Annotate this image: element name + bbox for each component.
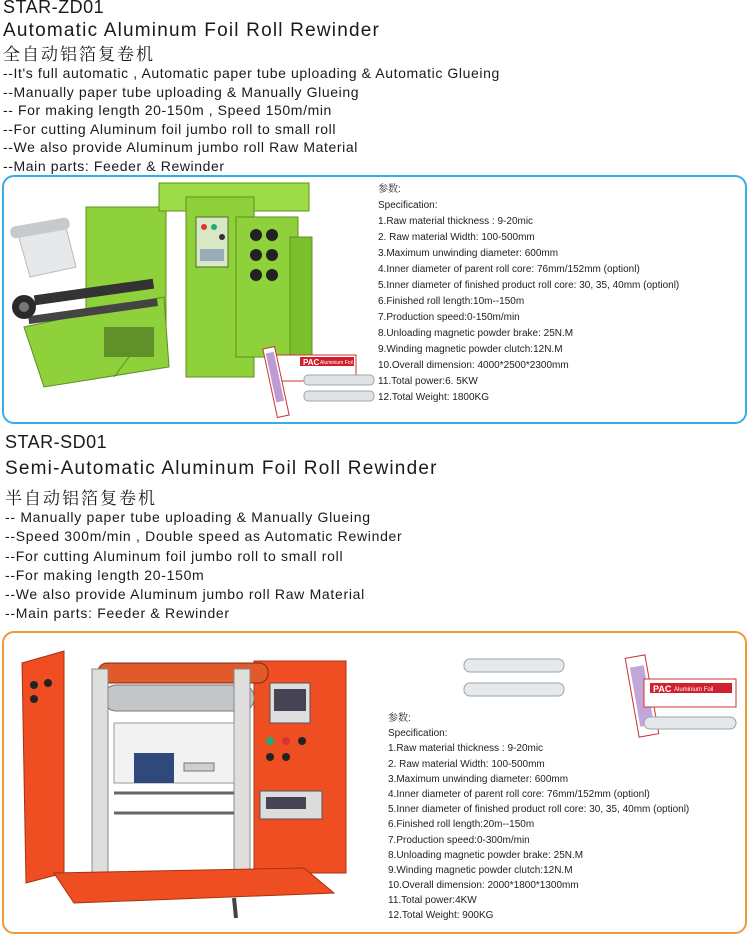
spec-item: 1.Raw material thickness : 9-20mic — [378, 216, 534, 227]
spec-item: 5.Inner diameter of finished product roll core: 30, 35, 40mm (optionl) — [378, 280, 680, 291]
spec-list — [388, 711, 689, 924]
spec-item: 1.Raw material thickness : 9-20mic — [388, 743, 544, 755]
spec-item: 10.Overall dimension: 2000*1800*1300mm — [388, 880, 579, 892]
spec-item: 11.Total power:6. 5KW — [378, 376, 478, 387]
spec-item: 3.Maximum unwinding diameter: 600mm — [388, 773, 569, 785]
spec-item: 4.Inner diameter of parent roll core: 76mm/152mm (optionl) — [388, 788, 650, 800]
product-box-image — [263, 347, 374, 418]
feature-item: -- Manually paper tube uploading & Manually Glueing — [5, 509, 371, 525]
spec-item: 9.Winding magnetic powder clutch:12N.M — [388, 864, 573, 876]
model-code: STAR-ZD01 — [3, 0, 105, 17]
spec-item: 5.Inner diameter of finished product roll core: 30, 35, 40mm (optionl) — [388, 804, 690, 816]
feature-list — [5, 509, 402, 625]
spec-item: 2. Raw material Width: 100-500mm — [388, 758, 545, 770]
product-panel-automatic — [2, 175, 747, 424]
feature-item: --For making length 20-150m — [5, 566, 205, 583]
spec-item: 11.Total power:4KW — [388, 895, 477, 907]
feature-item: --We also provide Aluminum jumbo roll Raw Material — [3, 139, 358, 155]
spec-item: 6.Finished roll length:20m--150m — [388, 819, 535, 831]
spec-item: 9.Winding magnetic powder clutch:12N.M — [378, 344, 563, 355]
box-brand: PAC — [303, 358, 320, 367]
spec-item: 6.Finished roll length:10m--150m — [378, 296, 525, 307]
feature-item: --Speed 300m/min , Double speed as Automatic Rewinder — [5, 528, 403, 545]
box-label: Aluminium Foil — [674, 687, 714, 693]
spec-heading: Specification: — [378, 200, 438, 211]
box-label: Aluminium Foil — [320, 360, 353, 366]
feature-item: --For cutting Aluminum foil jumbo roll to small roll — [3, 120, 337, 137]
foil-sheet-image — [9, 217, 76, 277]
product-title: Automatic Aluminum Foil Roll Rewinder — [3, 20, 381, 41]
spec-item: 8.Unloading magnetic powder brake: 25N.M — [378, 328, 574, 339]
feature-item: --It's full automatic , Automatic paper tube uploading & Automatic Glueing — [3, 65, 500, 81]
feature-item: -- For making length 20-150m , Speed 150m/min — [3, 102, 332, 118]
spec-list — [378, 182, 679, 406]
spec-item: 2. Raw material Width: 100-500mm — [378, 232, 535, 243]
feature-item: --Manually paper tube uploading & Manually Glueing — [3, 83, 360, 100]
product-title: Semi-Automatic Aluminum Foil Roll Rewinder — [5, 458, 438, 479]
spec-item: 3.Maximum unwinding diameter: 600mm — [378, 248, 559, 259]
spec-item: 10.Overall dimension: 4000*2500*2300mm — [378, 360, 569, 371]
spec-item: 8.Unloading magnetic powder brake: 25N.M — [388, 849, 584, 861]
spec-item: 7.Production speed:0-150m/min — [378, 312, 520, 323]
feature-item: --Main parts: Feeder & Rewinder — [3, 157, 225, 174]
feature-list — [3, 64, 513, 175]
spec-item: 12.Total Weight: 1800KG — [378, 392, 489, 403]
feature-item: --We also provide Aluminum jumbo roll Raw Material — [5, 586, 365, 603]
product-title-cn: 半自动铝箔复卷机 — [5, 489, 157, 509]
product-panel-semi-automatic — [2, 631, 747, 934]
spec-cn-label: 参数: — [378, 184, 401, 195]
product-title-cn: 全自动铝箔复卷机 — [3, 45, 155, 65]
spec-item: 4.Inner diameter of parent roll core: 76mm/152mm (optionl) — [378, 264, 640, 275]
box-brand: PAC — [653, 684, 672, 694]
spec-item: 12.Total Weight: 900KG — [388, 910, 494, 922]
spec-item: 7.Production speed:0-300m/min — [388, 834, 530, 846]
model-code: STAR-SD01 — [5, 432, 108, 452]
semi-automatic-rewinder-image — [4, 633, 374, 933]
feature-item: --Main parts: Feeder & Rewinder — [5, 605, 230, 622]
feature-item: --For cutting Aluminum foil jumbo roll to small roll — [5, 547, 344, 564]
spec-heading: Specification: — [388, 728, 448, 740]
automatic-rewinder-image — [4, 177, 376, 422]
spec-cn-label: 参数: — [388, 713, 411, 724]
